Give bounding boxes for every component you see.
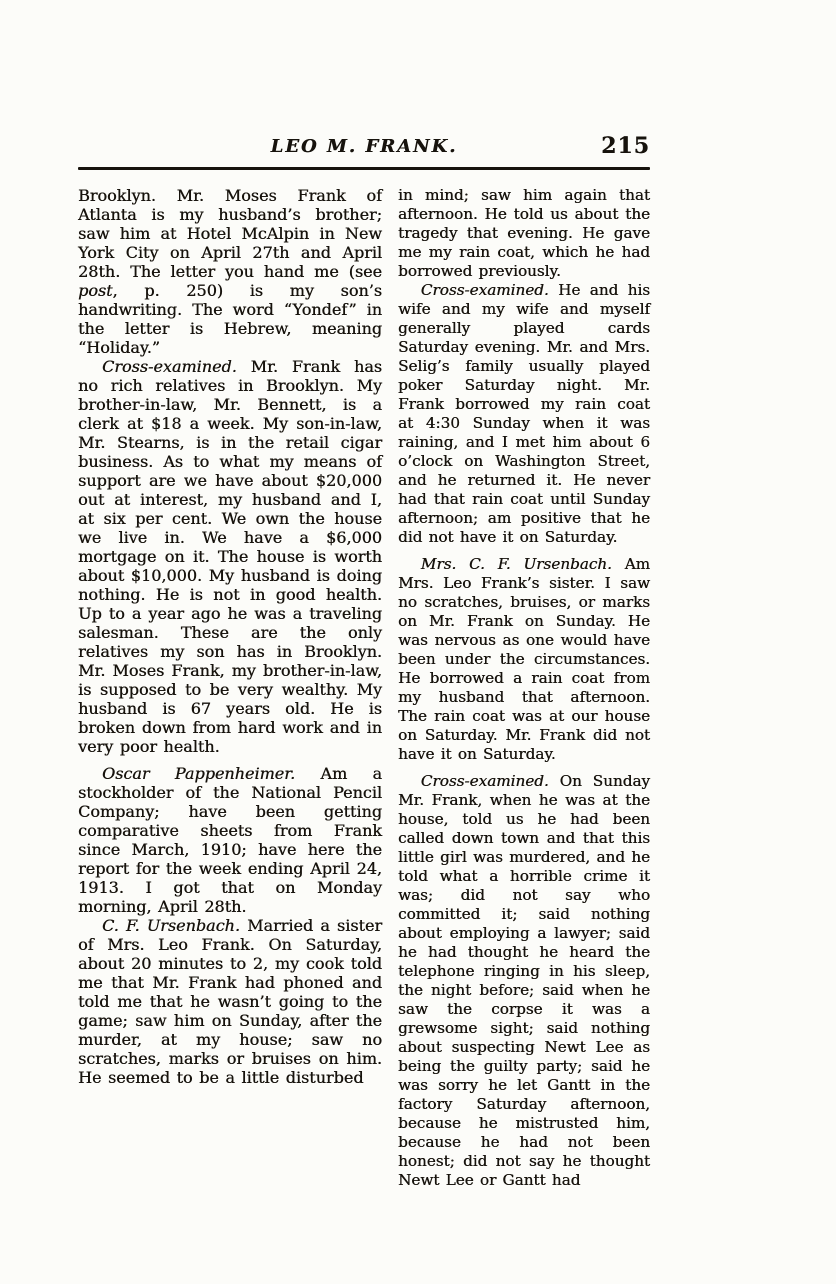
header-rule — [78, 167, 650, 170]
page-header — [78, 133, 650, 166]
witness-name-or-italic-segment: Cross-examined. — [420, 281, 549, 299]
running-title: LEO M. FRANK. — [270, 136, 458, 157]
text-columns — [78, 186, 650, 1190]
page-content — [78, 133, 650, 1190]
text-segment: He and his wife and my wife and myself generally played cards Saturday evening. Mr. and Mrs. Selig’s family usually played poker Saturday night. Mr. Frank borrowed my rain coat at 4:30 Sunday when it was raining, and I met him about 6 o’clock on Washington Street, and he returned it. He never had that rain coat until Sunday afternoon; am positive that he did not have it on Saturday. — [398, 281, 650, 546]
text-segment: Brooklyn. Mr. Moses Frank of Atlanta is my husband’s brother; saw him at Hotel McAlpin in New York City on April 27th and April 28th. The letter you hand me (see — [78, 186, 382, 281]
text-segment: Mr. Frank has no rich relatives in Brooklyn. My brother-in-law, Mr. Bennett, is a clerk at $18 a week. My son-in-law, Mr. Stearns, is in the retail cigar business. As to what my means of support are we have about $20,000 out at interest, my husband and I, at six per cent. We own the house we live in. We have a $6,000 mortgage on it. The house is worth about $10,000. My husband is doing nothing. He is not in good health. Up to a year ago he was a traveling salesman. These are the only relatives my son has in Brooklyn. Mr. Moses Frank, my brother-in-law, is supposed to be very wealthy. My husband is 67 years old. He is broken down from hard work and in very poor health. — [78, 357, 382, 756]
left-column — [78, 186, 382, 1190]
witness-name-or-italic-segment: Cross-examined. — [420, 772, 549, 790]
witness-name-or-italic-segment: Oscar Pappenheimer. — [102, 764, 296, 783]
text-segment: in mind; saw him again that afternoon. He told us about the tragedy that evening. He gave me my rain coat, which he had borrowed previously. — [398, 186, 650, 280]
paragraph — [78, 916, 382, 1087]
text-segment: Married a sister of Mrs. Leo Frank. On Saturday, about 20 minutes to 2, my cook told me that Mr. Frank had phoned and told me that he wasn’t going to the game; saw him on Sunday, after the murder, at my house; saw no scratches, marks or bruises on him. He seemed to be a little disturbed — [78, 916, 382, 1087]
paragraph — [398, 281, 650, 547]
right-column — [398, 186, 650, 1190]
text-segment: Am Mrs. Leo Frank’s sister. I saw no scratches, bruises, or marks on Mr. Frank on Sunday. He was nervous as one would have been under the circumstances. He borrowed a rain coat from my husband that afternoon. The rain coat was at our house on Saturday. Mr. Frank did not have it on Saturday. — [398, 555, 650, 763]
witness-name-or-italic-segment: Mrs. C. F. Ursenbach. — [420, 555, 612, 573]
witness-name-or-italic-segment: Cross-examined. — [102, 357, 237, 376]
paragraph — [398, 772, 650, 1190]
paragraph — [78, 764, 382, 916]
page-number: 215 — [601, 133, 650, 159]
text-segment: Am a stockholder of the National Pencil Company; have been getting comparative sheets from Frank since March, 1910; have here the report for the week ending April 24, 1913. I got that on Monday morning, April 28th. — [78, 764, 382, 916]
witness-name-or-italic-segment: C. F. Ursenbach. — [102, 916, 240, 935]
paragraph — [398, 555, 650, 764]
paragraph — [398, 186, 650, 281]
paragraph — [78, 357, 382, 756]
text-segment: On Sunday Mr. Frank, when he was at the house, told us he had been called down town and that this little girl was murdered, and he told what a horrible crime it was; did not say who committed it; said nothing about employing a lawyer; said he had thought he heard the telephone ringing in his sleep, the night before; said when he saw the corpse it was a grewsome sight; said nothing about suspecting Newt Lee as being the guilty party; said he was sorry he let Gantt in the factory Saturday afternoon, because he mistrusted him, because he had not been honest; did not say he thought Newt Lee or Gantt had — [398, 772, 650, 1189]
witness-name-or-italic-segment: post — [78, 281, 113, 300]
paragraph — [78, 186, 382, 357]
text-segment: , p. 250) is my son’s handwriting. The word “Yondef” in the letter is Hebrew, meaning “Holiday.” — [78, 281, 382, 357]
